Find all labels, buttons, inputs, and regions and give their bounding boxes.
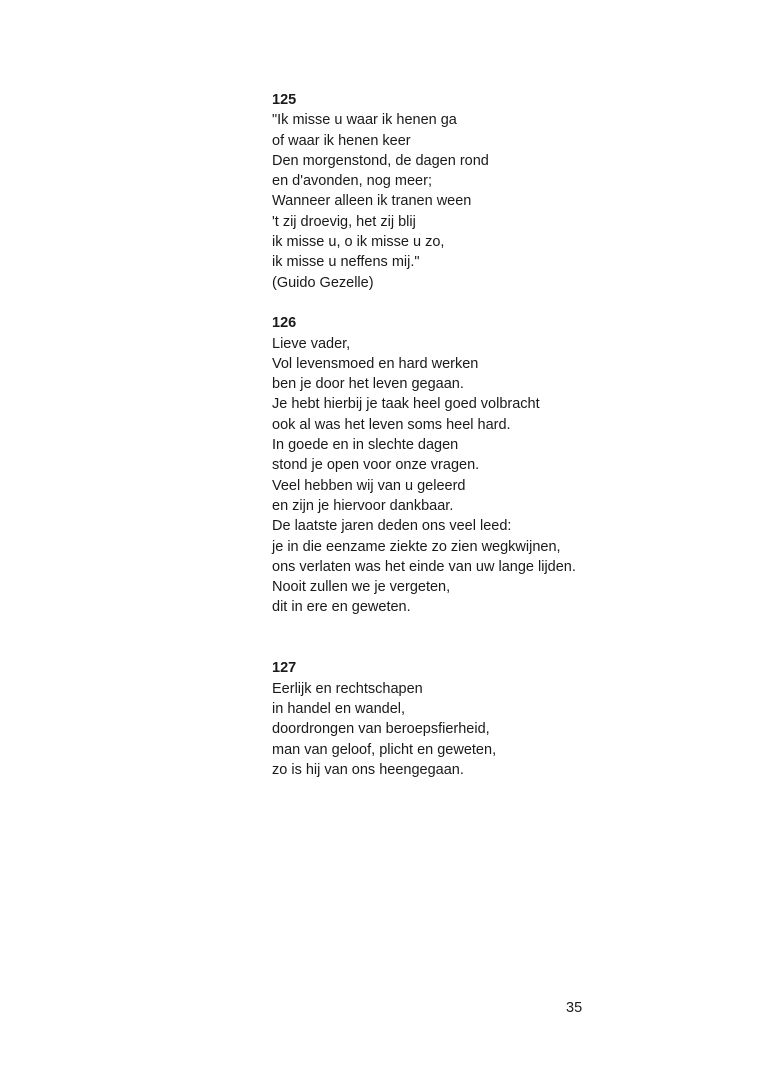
poem-line: Veel hebben wij van u geleerd	[272, 477, 466, 494]
poem-126	[272, 313, 692, 617]
poem-line: Nooit zullen we je vergeten,	[272, 579, 451, 596]
poem-line: je in die eenzame ziekte zo zien wegkwijnen,	[272, 538, 561, 555]
poem-line: Je hebt hierbij je taak heel goed volbracht	[272, 396, 540, 413]
poem-line: Wanneer alleen ik tranen ween	[272, 193, 472, 210]
spacer	[272, 618, 692, 659]
spacer	[272, 293, 692, 313]
poem-125	[272, 90, 692, 293]
poem-line: dit in ere en geweten.	[272, 599, 411, 616]
poem-line: stond je open voor onze vragen.	[272, 457, 480, 474]
poem-line: De laatste jaren deden ons veel leed:	[272, 518, 512, 535]
poem-line: ons verlaten was het einde van uw lange lijden.	[272, 558, 576, 575]
poem-line: Eerlijk en rechtschapen	[272, 680, 423, 697]
poem-line: man van geloof, plicht en geweten,	[272, 741, 497, 758]
poem-line: ik misse u neffens mij."	[272, 254, 420, 271]
page-content	[272, 90, 692, 780]
poem-line: In goede en in slechte dagen	[272, 437, 459, 454]
poem-line: zo is hij van ons heengegaan.	[272, 761, 464, 778]
poem-line: ik misse u, o ik misse u zo,	[272, 234, 445, 251]
poem-line: en zijn je hiervoor dankbaar.	[272, 497, 454, 514]
poem-line: en d'avonden, nog meer;	[272, 173, 432, 190]
poem-line: Den morgenstond, de dagen rond	[272, 152, 489, 169]
poem-line: Vol levensmoed en hard werken	[272, 355, 479, 372]
poem-number: 125	[272, 92, 297, 108]
poem-line: 't zij droevig, het zij blij	[272, 213, 416, 230]
poem-line: in handel en wandel,	[272, 700, 406, 717]
poem-127	[272, 658, 692, 780]
poem-attribution: (Guido Gezelle)	[272, 274, 374, 291]
poem-line: doordrongen van beroepsfierheid,	[272, 721, 490, 738]
poem-line: Lieve vader,	[272, 335, 351, 352]
poem-line: ben je door het leven gegaan.	[272, 376, 464, 393]
page-number: 35	[566, 1000, 583, 1016]
poem-line: "Ik misse u waar ik henen ga	[272, 112, 457, 129]
poem-number: 127	[272, 660, 297, 677]
poem-line: ook al was het leven soms heel hard.	[272, 416, 511, 433]
poem-line: of waar ik henen keer	[272, 132, 411, 149]
poem-number: 126	[272, 315, 297, 332]
